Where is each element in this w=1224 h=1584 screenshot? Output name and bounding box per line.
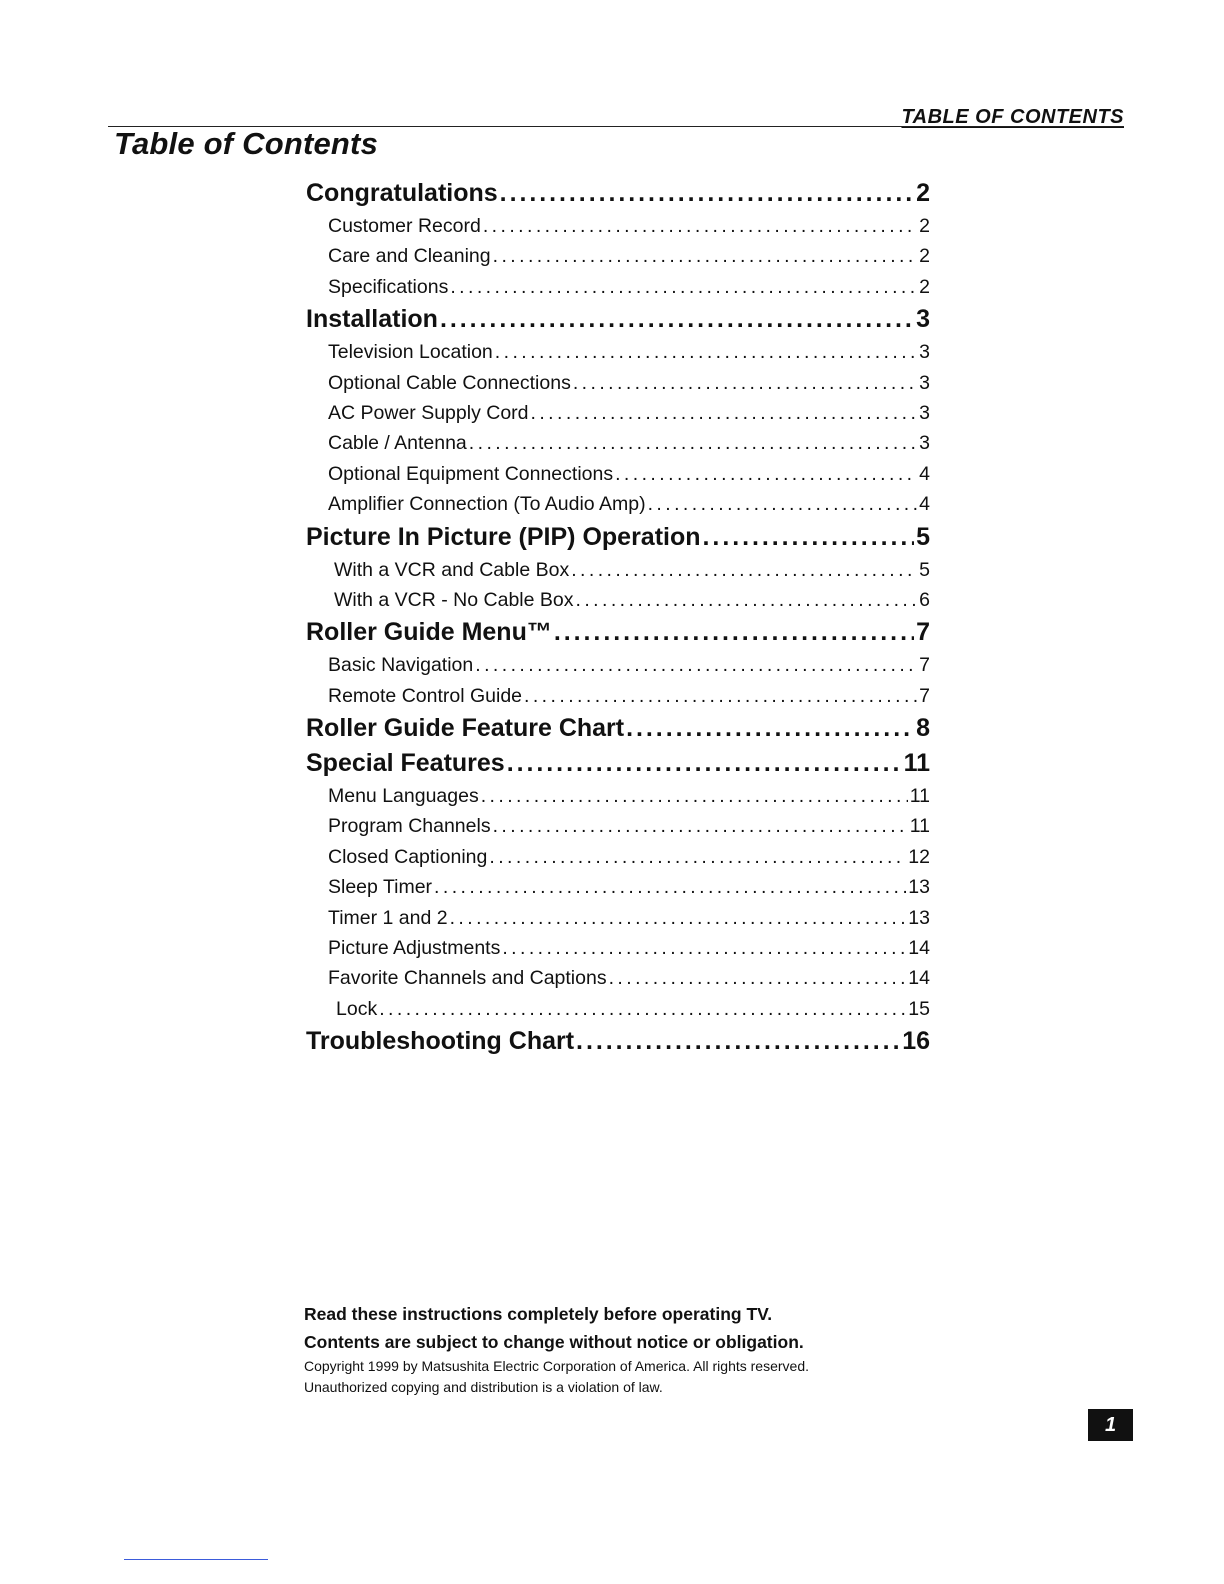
dot-leader (483, 211, 917, 241)
dot-leader (379, 994, 906, 1024)
dot-leader (573, 368, 917, 398)
toc-entry-section[interactable] (306, 176, 930, 211)
toc-entry-subsection[interactable] (306, 650, 930, 680)
dot-leader (440, 302, 914, 337)
toc-entry-section[interactable] (306, 1024, 930, 1059)
dot-leader (493, 811, 908, 841)
dot-leader (502, 933, 906, 963)
toc-entry-page: 4 (919, 462, 930, 485)
page-title: Table of Contents (114, 126, 379, 161)
toc-entry-page: 14 (908, 967, 930, 990)
toc-entry-page: 4 (919, 493, 930, 516)
toc-entry-label: Lock (336, 997, 378, 1020)
toc-entry-label: Sleep Timer (328, 876, 433, 899)
toc-entry-subsection[interactable] (306, 398, 930, 428)
toc-entry-label: Congratulations (306, 179, 498, 207)
toc-entry-subsection[interactable] (306, 211, 930, 241)
toc-entry-page: 5 (916, 522, 930, 551)
notice-subject-to-change: Contents are subject to change without notice or obligation. (304, 1332, 804, 1352)
toc-entry-label: AC Power Supply Cord (328, 401, 529, 424)
toc-entry-page: 11 (903, 749, 930, 778)
toc-entry-label: Optional Equipment Connections (328, 462, 614, 485)
toc-entry-label: Amplifier Connection (To Audio Amp) (328, 493, 646, 516)
toc-entry-subsection[interactable] (306, 555, 930, 585)
toc-entry-label: Troubleshooting Chart (306, 1027, 575, 1056)
toc-entry-page: 7 (916, 618, 930, 647)
toc-entry-page: 8 (916, 714, 930, 743)
toc-entry-page: 11 (909, 815, 930, 838)
toc-entry-page: 6 (919, 588, 930, 611)
dot-leader (495, 337, 917, 367)
toc-entry-label: Program Channels (328, 815, 491, 838)
toc-entry-label: Care and Cleaning (328, 245, 491, 268)
toc-entry-page: 2 (916, 179, 930, 207)
toc-entry-subsection[interactable] (306, 872, 930, 902)
dot-leader (554, 615, 914, 650)
toc-entry-subsection[interactable] (306, 428, 930, 458)
dot-leader (524, 681, 917, 711)
toc-entry-page: 3 (919, 341, 930, 364)
toc-entry-page: 3 (919, 432, 930, 455)
copyright-line: Copyright 1999 by Matsushita Electric Corporation of America. All rights reserved. (304, 1358, 810, 1374)
dot-leader (576, 585, 918, 615)
dot-leader (493, 241, 918, 271)
toc-entry-page: 2 (919, 245, 930, 268)
toc-entry-subsection[interactable] (306, 489, 930, 519)
toc-entry-subsection[interactable] (306, 241, 930, 271)
dot-leader (576, 1024, 900, 1059)
toc-entry-page: 15 (908, 997, 930, 1020)
toc-entry-page: 2 (919, 215, 930, 237)
toc-entry-subsection[interactable] (306, 811, 930, 841)
dot-leader (469, 428, 917, 458)
dot-leader (475, 650, 917, 680)
toc-entry-subsection[interactable] (306, 842, 930, 872)
toc-entry-label: With a VCR and Cable Box (334, 558, 570, 581)
dot-leader (434, 872, 906, 902)
toc-entry-page: 13 (908, 876, 930, 899)
toc-entry-label: Timer 1 and 2 (328, 906, 448, 929)
toc-entry-subsection[interactable] (306, 585, 930, 615)
toc-entry-label: Installation (306, 305, 438, 334)
table-of-contents (306, 176, 930, 1059)
toc-entry-page: 12 (908, 845, 930, 868)
toc-entry-page: 5 (919, 558, 930, 581)
toc-entry-label: Remote Control Guide (328, 684, 523, 707)
dot-leader (450, 272, 917, 302)
toc-entry-subsection[interactable] (306, 963, 930, 993)
running-head: TABLE OF CONTENTS (901, 106, 1124, 128)
toc-entry-section[interactable] (306, 711, 930, 746)
page-number-badge: 1 (1088, 1409, 1133, 1441)
dot-leader (450, 903, 907, 933)
toc-entry-label: Picture Adjustments (328, 937, 501, 960)
toc-entry-subsection[interactable] (306, 681, 930, 711)
toc-entry-label: Favorite Channels and Captions (328, 967, 607, 990)
dot-leader (489, 842, 906, 872)
toc-entry-label: Closed Captioning (328, 845, 488, 868)
dot-leader (648, 489, 918, 519)
toc-entry-section[interactable] (306, 746, 930, 781)
toc-entry-section[interactable] (306, 302, 930, 337)
toc-entry-page: 11 (909, 785, 930, 808)
dot-leader (500, 176, 914, 211)
toc-entry-label: Roller Guide Feature Chart (306, 714, 625, 743)
bottom-rule (124, 1559, 268, 1560)
toc-entry-page: 3 (919, 371, 930, 394)
toc-entry-subsection[interactable] (306, 272, 930, 302)
toc-entry-label: Television Location (328, 341, 493, 364)
dot-leader (571, 555, 917, 585)
toc-entry-page: 14 (908, 937, 930, 960)
dot-leader (531, 398, 918, 428)
toc-entry-page: 13 (908, 906, 930, 929)
toc-entry-subsection[interactable] (306, 903, 930, 933)
toc-entry-label: Customer Record (328, 215, 481, 237)
toc-entry-page: 3 (916, 305, 930, 334)
toc-entry-subsection[interactable] (306, 368, 930, 398)
toc-entry-section[interactable] (306, 615, 930, 650)
toc-entry-label: Picture In Picture (PIP) Operation (306, 522, 701, 551)
toc-entry-section[interactable] (306, 520, 930, 555)
dot-leader (626, 711, 914, 746)
toc-entry-page: 2 (919, 275, 930, 298)
toc-entry-page: 3 (919, 401, 930, 424)
toc-entry-label: Special Features (306, 749, 505, 778)
notice-block (304, 1300, 964, 1398)
toc-entry-label: Menu Languages (328, 785, 479, 808)
toc-entry-label: Roller Guide Menu™ (306, 618, 552, 647)
notice-read-instructions: Read these instructions completely before operating TV. (304, 1304, 773, 1324)
toc-entry-label: Specifications (328, 275, 449, 298)
toc-entry-label: Cable / Antenna (328, 432, 467, 455)
dot-leader (507, 746, 902, 781)
dot-leader (481, 781, 908, 811)
toc-entry-subsection[interactable] (306, 781, 930, 811)
dot-leader (615, 459, 917, 489)
toc-entry-label: Basic Navigation (328, 654, 474, 677)
toc-entry-label: Optional Cable Connections (328, 371, 571, 394)
copyright-line-2: Unauthorized copying and distribution is a violation of law. (304, 1379, 663, 1395)
toc-entry-subsection[interactable] (306, 337, 930, 367)
toc-entry-subsection[interactable] (306, 933, 930, 963)
dot-leader (609, 963, 907, 993)
toc-entry-subsection[interactable] (306, 459, 930, 489)
dot-leader (703, 520, 915, 555)
toc-entry-label: With a VCR - No Cable Box (334, 588, 574, 611)
toc-entry-page: 7 (919, 654, 930, 677)
toc-entry-page: 16 (902, 1027, 930, 1056)
toc-entry-page: 7 (919, 684, 930, 707)
toc-entry-subsection[interactable] (306, 994, 930, 1024)
